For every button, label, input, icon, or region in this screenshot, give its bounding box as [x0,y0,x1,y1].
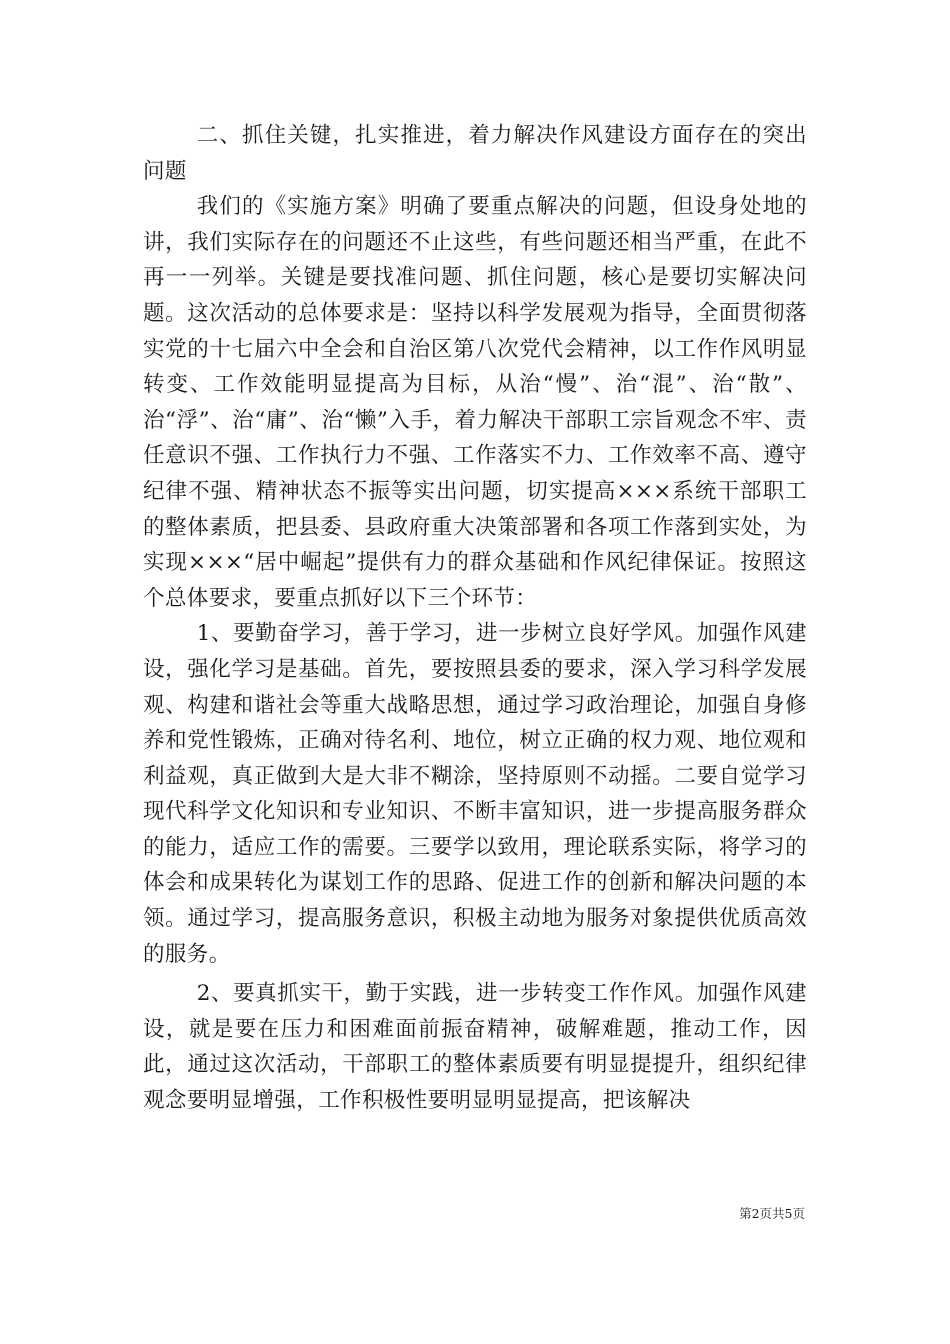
page-number: 第2页共5页 [739,1206,805,1221]
section-heading: 二、抓住关键，扎实推进，着力解决作风建设方面存在的突出问题 [143,123,807,184]
document-page [143,118,807,1119]
paragraph-study: 1、要勤奋学习，善于学习，进一步树立良好学风。加强作风建设，强化学习是基础。首先，要按照县委的要求，深入学习科学发展观、构建和谐社会等重大战略思想，通过学习政治理论，加强自身修养和党性锻炼，正确对待名利、地位，树立正确的权力观、地位观和利益观，真正做到大是大非不糊涂，坚持原则不动摇。二要自觉学习现代科学文化知识和专业知识、不断丰富知识，进一步提高服务群众的能力，适应工作的需要。三要学以致用，理论联系实际，将学习的体会和成果转化为谋划工作的思路、促进工作的创新和解决问题的本领。通过学习，提高服务意识，积极主动地为服务对象提供优质高效的服务。 [143,621,807,967]
paragraph-overview: 我们的《实施方案》明确了要重点解决的问题，但设身处地的讲，我们实际存在的问题还不止这些，有些问题还相当严重，在此不再一一列举。关键是要找准问题、抓住问题，核心是要切实解决问题。这次活动的总体要求是：坚持以科学发展观为指导，全面贯彻落实党的十七届六中全会和自治区第八次党代会精神，以工作作风明显转变、工作效能明显提高为目标，从治“慢”、治“混”、治“散”、治“浮”、治“庸”、治“懒”入手，着力解决干部职工宗旨观念不牢、责任意识不强、工作执行力不强、工作落实不力、工作效率不高、遵守纪律不强、精神状态不振等实出问题，切实提高×××系统干部职工的整体素质，把县委、县政府重大决策部署和各项工作落到实处，为实现×××“居中崛起”提供有力的群众基础和作风纪律保证。按照这个总体要求，要重点抓好以下三个环节： [143,194,807,611]
paragraph-practice: 2、要真抓实干，勤于实践，进一步转变工作作风。加强作风建设，就是要在压力和困难面前振奋精神，破解难题，推动工作，因此，通过这次活动，干部职工的整体素质要有明显提提升，组织纪律观念要明显增强，工作积极性要明显明显提高，把该解决 [143,981,807,1114]
